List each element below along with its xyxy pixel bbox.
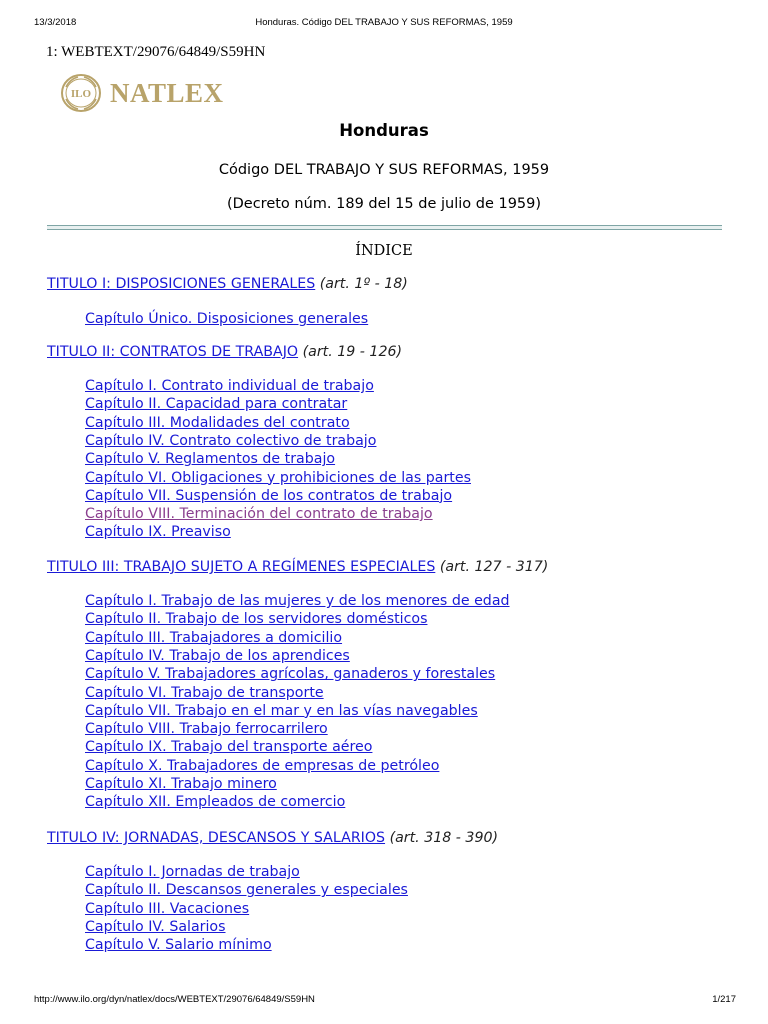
chapter-link[interactable]: Capítulo V. Reglamentos de trabajo (85, 451, 336, 468)
print-footer-url: http://www.ilo.org/dyn/natlex/docs/WEBTEXT/29076/64849/S59HN (34, 994, 315, 1005)
chapter-link[interactable]: Capítulo I. Jornadas de trabajo (85, 864, 300, 880)
chapter-link[interactable]: Capítulo I. Trabajo de las mujeres y de los menores de edad (85, 593, 510, 609)
chapter-link[interactable]: Capítulo VIII. Terminación del contrato de trabajo (85, 506, 433, 523)
chapter-entry (85, 630, 342, 646)
chapter-entry (85, 378, 374, 394)
chapter-link[interactable]: Capítulo VII. Suspensión de los contratos de trabajo (85, 487, 453, 504)
title-link[interactable]: TITULO III: TRABAJO SUJETO A REGÍMENES ESPECIALES (47, 559, 436, 575)
chapter-entry (85, 758, 439, 774)
chapter-link[interactable]: Capítulo II. Capacidad para contratar (85, 396, 348, 413)
chapter-entry (85, 685, 324, 701)
chapter-link[interactable]: Capítulo V. Salario mínimo (85, 937, 272, 954)
chapter-link[interactable]: Capítulo II. Descansos generales y especiales (85, 882, 408, 899)
decree-reference: (Decreto núm. 189 del 15 de julio de 1959) (226, 196, 542, 212)
article-range: (art. 1º - 18) (319, 276, 408, 292)
chapter-entry (85, 506, 433, 522)
chapter-link[interactable]: Capítulo VI. Trabajo de transporte (85, 684, 324, 701)
article-range: (art. 318 - 390) (389, 830, 499, 846)
chapter-entry (85, 648, 350, 664)
chapter-entry (85, 311, 368, 327)
chapter-entry (85, 488, 452, 504)
chapter-entry (85, 776, 277, 792)
chapter-link[interactable]: Capítulo IX. Preaviso (85, 524, 231, 541)
article-range: (art. 127 - 317) (439, 559, 549, 575)
horizontal-divider (47, 225, 722, 230)
chapter-link[interactable]: Capítulo Único. Disposiciones generales (85, 311, 369, 327)
chapter-entry (85, 593, 510, 609)
chapter-entry (85, 721, 328, 737)
chapter-link[interactable]: Capítulo I. Contrato individual de trabajo (85, 378, 374, 394)
title-entry (47, 559, 548, 575)
chapter-entry (85, 901, 249, 917)
chapter-link[interactable]: Capítulo III. Trabajadores a domicilio (85, 629, 343, 646)
article-range: (art. 19 - 126) (302, 344, 403, 360)
chapter-link[interactable]: Capítulo XI. Trabajo minero (85, 776, 277, 792)
chapter-link[interactable]: Capítulo VII. Trabajo en el mar y en las vías navegables (85, 702, 478, 719)
chapter-link[interactable]: Capítulo III. Modalidades del contrato (85, 414, 350, 431)
chapter-entry (85, 739, 372, 755)
chapter-entry (85, 415, 350, 431)
print-header-title: Honduras. Código DEL TRABAJO Y SUS REFORMAS, 1959 (255, 17, 513, 28)
chapter-link[interactable]: Capítulo IV. Trabajo de los aprendices (85, 647, 350, 664)
webtext-reference: 1: WEBTEXT/29076/64849/S59HN (46, 44, 266, 60)
code-title: Código DEL TRABAJO Y SUS REFORMAS, 1959 (218, 162, 550, 178)
chapter-entry (85, 451, 335, 467)
chapter-link[interactable]: Capítulo VIII. Trabajo ferrocarrilero (85, 721, 328, 738)
title-link[interactable]: TITULO I: DISPOSICIONES GENERALES (47, 276, 316, 292)
print-page-number: 1/217 (712, 994, 736, 1005)
chapter-entry (85, 524, 231, 540)
chapter-entry (85, 919, 226, 935)
title-link[interactable]: TITULO IV: JORNADAS, DESCANSOS Y SALARIOS (47, 830, 386, 846)
ilo-emblem-text: ILO (70, 88, 92, 100)
chapter-link[interactable]: Capítulo VI. Obligaciones y prohibiciones de las partes (85, 469, 471, 486)
index-heading: ÍNDICE (355, 243, 413, 259)
chapter-entry (85, 611, 427, 627)
chapter-entry (85, 666, 495, 682)
chapter-link[interactable]: Capítulo III. Vacaciones (85, 900, 250, 917)
chapter-link[interactable]: Capítulo IV. Contrato colectivo de trabajo (85, 432, 377, 449)
chapter-entry (85, 882, 408, 898)
country-heading: Honduras (339, 121, 429, 140)
chapter-entry (85, 937, 272, 953)
chapter-entry (85, 470, 471, 486)
print-date: 13/3/2018 (34, 17, 77, 28)
ilo-emblem-icon (60, 73, 102, 113)
chapter-link[interactable]: Capítulo IV. Salarios (85, 918, 226, 935)
chapter-link[interactable]: Capítulo IX. Trabajo del transporte aéreo (85, 739, 373, 756)
natlex-logo[interactable] (60, 73, 224, 113)
title-entry (47, 830, 498, 846)
chapter-entry (85, 433, 376, 449)
chapter-entry (85, 396, 347, 412)
chapter-link[interactable]: Capítulo XII. Empleados de comercio (85, 794, 346, 811)
natlex-wordmark: NATLEX (110, 77, 224, 108)
chapter-link[interactable]: Capítulo V. Trabajadores agrícolas, ganaderos y forestales (85, 666, 496, 683)
title-entry (47, 344, 402, 360)
chapter-entry (85, 864, 300, 880)
title-link[interactable]: TITULO II: CONTRATOS DE TRABAJO (47, 344, 299, 360)
chapter-link[interactable]: Capítulo X. Trabajadores de empresas de petróleo (85, 757, 440, 774)
title-entry (47, 276, 408, 292)
chapter-link[interactable]: Capítulo II. Trabajo de los servidores domésticos (85, 611, 428, 628)
chapter-entry (85, 703, 478, 719)
chapter-entry (85, 794, 345, 810)
